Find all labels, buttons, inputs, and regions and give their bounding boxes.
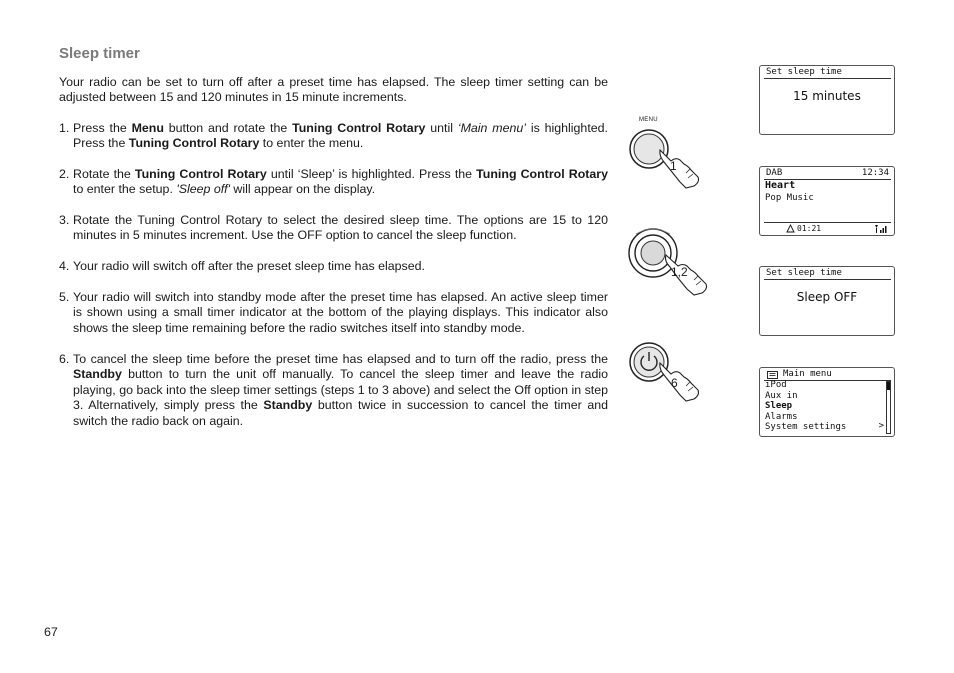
step-text: [73, 121, 608, 152]
step-text: [73, 213, 608, 244]
lcd-set-sleep-off: [759, 266, 895, 336]
step-text-run: Standby: [73, 367, 122, 382]
step-text: [73, 352, 608, 429]
lcd-value: 15 minutes: [793, 89, 861, 103]
lcd-menu-title: Main menu: [783, 369, 832, 379]
chevron-right-icon: >: [878, 421, 884, 431]
step-number: 3.: [59, 213, 70, 227]
lcd-main-menu: [759, 367, 895, 437]
step-6-label: 6: [671, 376, 678, 390]
section-heading: Sleep timer: [59, 45, 140, 62]
step-text: [73, 290, 608, 336]
step-number: 6.: [59, 352, 70, 366]
step-1-label: 1: [670, 159, 677, 173]
step-text-run: button and rotate the: [163, 121, 293, 135]
lcd-genre: Pop Music: [765, 193, 814, 203]
step-item: [59, 290, 608, 336]
lcd-menu-item: Alarms: [765, 411, 798, 422]
step-text-run: will appear on the display.: [229, 182, 376, 197]
sleep-timer-icon: [786, 224, 795, 233]
step-text-run: Tuning Control Rotary: [134, 167, 267, 181]
step-text-run: is highlighted. Press the: [73, 121, 608, 151]
step-item: [59, 121, 608, 152]
step-number: 4.: [59, 259, 70, 273]
step-1-2-label: 1,2: [671, 265, 688, 279]
tuning-rotary-hand-icon: [628, 222, 714, 300]
lcd-station: Heart: [765, 180, 796, 191]
signal-strength-icon: [874, 224, 888, 233]
lcd-status-bar: [764, 222, 891, 234]
lcd-scrollbar: [886, 381, 891, 434]
lcd-clock: 12:34: [861, 168, 889, 178]
step-text: [73, 259, 608, 274]
lcd-set-sleep-15: [759, 65, 895, 135]
step-text-run: to enter the menu.: [259, 136, 364, 151]
step-text-run: To cancel the sleep time before the preset time has elapsed and to turn off the radio, press the: [73, 352, 608, 366]
step-text-run: button twice in succession to cancel the timer and switch the radio back on again.: [73, 398, 608, 428]
step-text-run: Your radio will switch into standby mode after the preset time has elapsed. An active sleep timer is shown using a small timer indicator at the bottom of the playing displays. This indicator also shows the sleep time remaining before the radio switches itself into standby mode.: [73, 290, 608, 335]
lcd-title: Set sleep time: [764, 268, 891, 280]
step-text-run: 'Sleep off': [176, 182, 230, 197]
menu-icon: [767, 371, 778, 379]
standby-button-hand-icon: [628, 341, 704, 405]
lcd-value: Sleep OFF: [796, 290, 858, 304]
page-number: 67: [44, 625, 58, 639]
step-text-run: until: [425, 121, 458, 135]
step-text-run: Standby: [263, 398, 313, 413]
step-text-run: Tuning Control Rotary: [128, 136, 260, 151]
lcd-menu-item: Sleep: [765, 401, 793, 411]
step-text-run: until ‘Sleep’ is highlighted. Press the: [266, 167, 477, 181]
step-item: [59, 213, 608, 244]
step-text-run: to enter the setup.: [73, 182, 177, 197]
step-text: [73, 167, 608, 198]
step-text-run: button to turn the unit off manually. To cancel the sleep timer and leave the radio playing, go back into the sleep timer settings (steps 1 to 3 above) and select the Off option in step 3. Alternatively, simply press the: [73, 367, 608, 413]
step-text-run: Tuning Control Rotary: [292, 121, 426, 135]
step-number: 1.: [59, 121, 70, 135]
step-text-run: Your radio will switch off after the preset sleep time has elapsed.: [73, 259, 425, 273]
lcd-playing-display: [759, 166, 895, 236]
step-number: 5.: [59, 290, 70, 304]
menu-label: MENU: [639, 117, 658, 123]
step-text-run: Tuning Control Rotary: [476, 167, 608, 181]
lcd-mode: DAB: [766, 168, 783, 178]
step-number: 2.: [59, 167, 70, 181]
step-text-run: Press the: [73, 121, 132, 135]
lcd-sleep-remaining: 01:21: [797, 224, 822, 233]
step-item: [59, 167, 608, 198]
step-item: [59, 352, 608, 429]
step-text-run: Menu: [131, 121, 164, 135]
intro-paragraph: Your radio can be set to turn off after a preset time has elapsed. The sleep timer setting can be adjusted between 15 and 120 minutes in 15 minute increments.: [59, 75, 608, 105]
lcd-menu-item: System settings: [765, 422, 847, 432]
step-text-run: Rotate the Tuning Control Rotary to select the desired sleep time. The options are 15 to 120 minutes in 5 minutes increment. Use the OFF option to cancel the sleep function.: [73, 213, 608, 243]
step-text-run: ‘Main menu’: [457, 121, 526, 135]
lcd-menu-item: iPod: [765, 380, 787, 390]
step-text-run: Rotate the: [73, 167, 135, 181]
lcd-title: Set sleep time: [764, 67, 891, 79]
step-item: [59, 259, 608, 274]
lcd-menu-item: Aux in: [765, 390, 798, 401]
lcd-header: [764, 168, 891, 180]
menu-button-hand-icon: [628, 128, 704, 190]
